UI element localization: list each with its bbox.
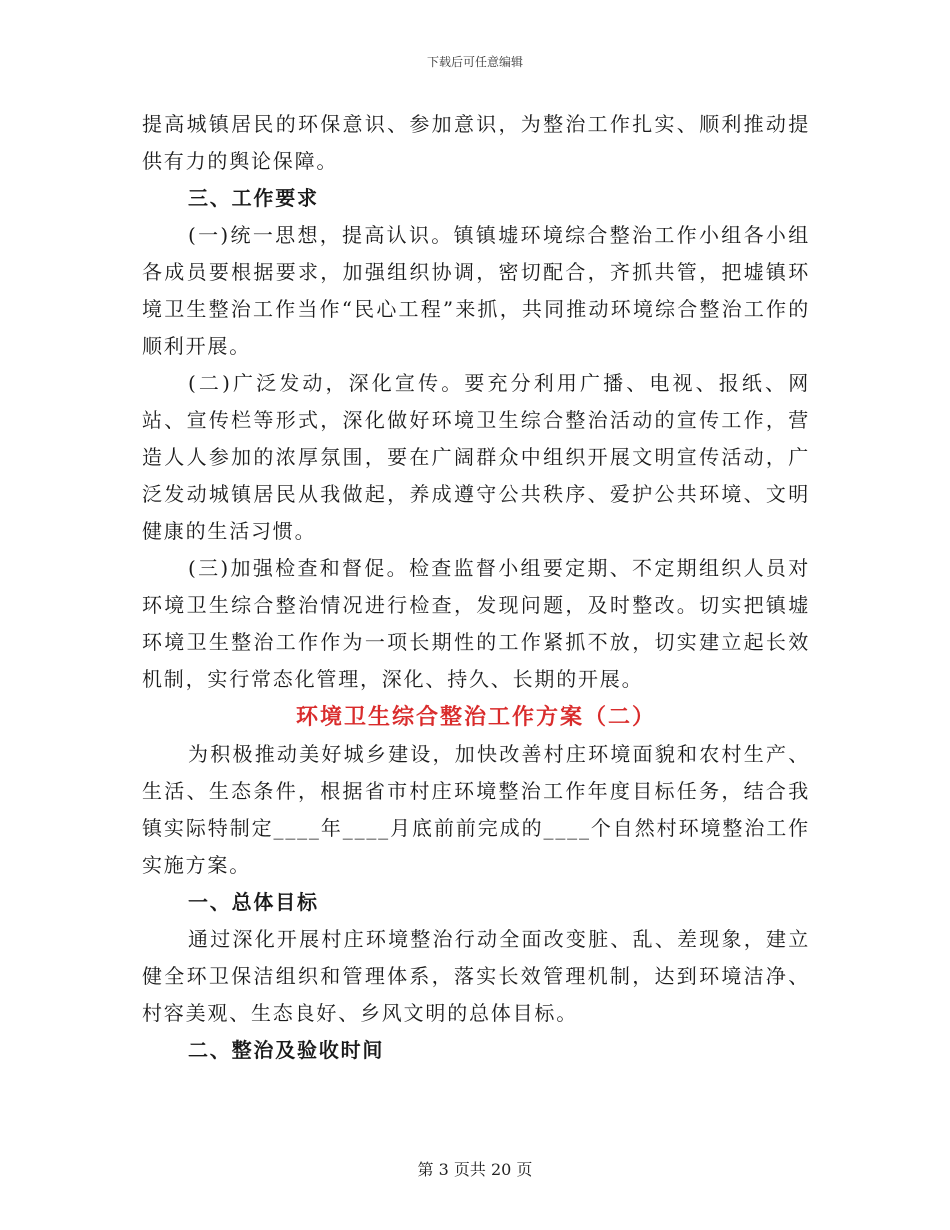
paragraph: (一)统一思想，提高认识。镇镇墟环境综合整治工作小组各小组各成员要根据要求，加强组织协调，密切配合，齐抓共管，把墟镇环境卫生整治工作当作“民心工程”来抓，共同推动环境综合整治工作的顺利开展。: [142, 223, 810, 358]
paragraph: 为积极推动美好城乡建设，加快改善村庄环境面貌和农村生产、生活、生态条件，根据省市村庄环境整治工作年度目标任务，结合我镇实际特制定____年____月底前前完成的____个自然村环境整治工作实施方案。: [142, 742, 810, 877]
document-body: [142, 106, 810, 1069]
paragraph: (二)广泛发动，深化宣传。要充分利用广播、电视、报纸、网站、宣传栏等形式，深化做好环境卫生综合整治活动的宣传工作，营造人人参加的浓厚氛围，要在广阔群众中组织开展文明宣传活动，广泛发动城镇居民从我做起，养成遵守公共秩序、爱护公共环境、文明健康的生活习惯。: [142, 371, 810, 543]
page-footer: 第 3 页共 20 页: [417, 1160, 533, 1179]
section-heading: 二、整治及验收时间: [188, 1038, 385, 1062]
page-header: 下载后可任意编辑: [426, 55, 523, 69]
paragraph: 通过深化开展村庄环境整治行动全面改变脏、乱、差现象，建立健全环卫保洁组织和管理体系，落实长效管理机制，达到环境洁净、村容美观、生态良好、乡风文明的总体目标。: [142, 927, 810, 1025]
paragraph: (三)加强检查和督促。检查监督小组要定期、不定期组织人员对环境卫生综合整治情况进行检查，发现问题，及时整改。切实把镇墟环境卫生整治工作作为一项长期性的工作紧抓不放，切实建立起长效机制，实行常态化管理，深化、持久、长期的开展。: [142, 556, 810, 691]
section-heading: 三、工作要求: [188, 186, 319, 210]
section-heading: 一、总体目标: [188, 890, 319, 914]
paragraph: 提高城镇居民的环保意识、参加意识，为整治工作扎实、顺利推动提供有力的舆论保障。: [142, 112, 810, 173]
document-title: 环境卫生综合整治工作方案（二）: [295, 704, 656, 730]
